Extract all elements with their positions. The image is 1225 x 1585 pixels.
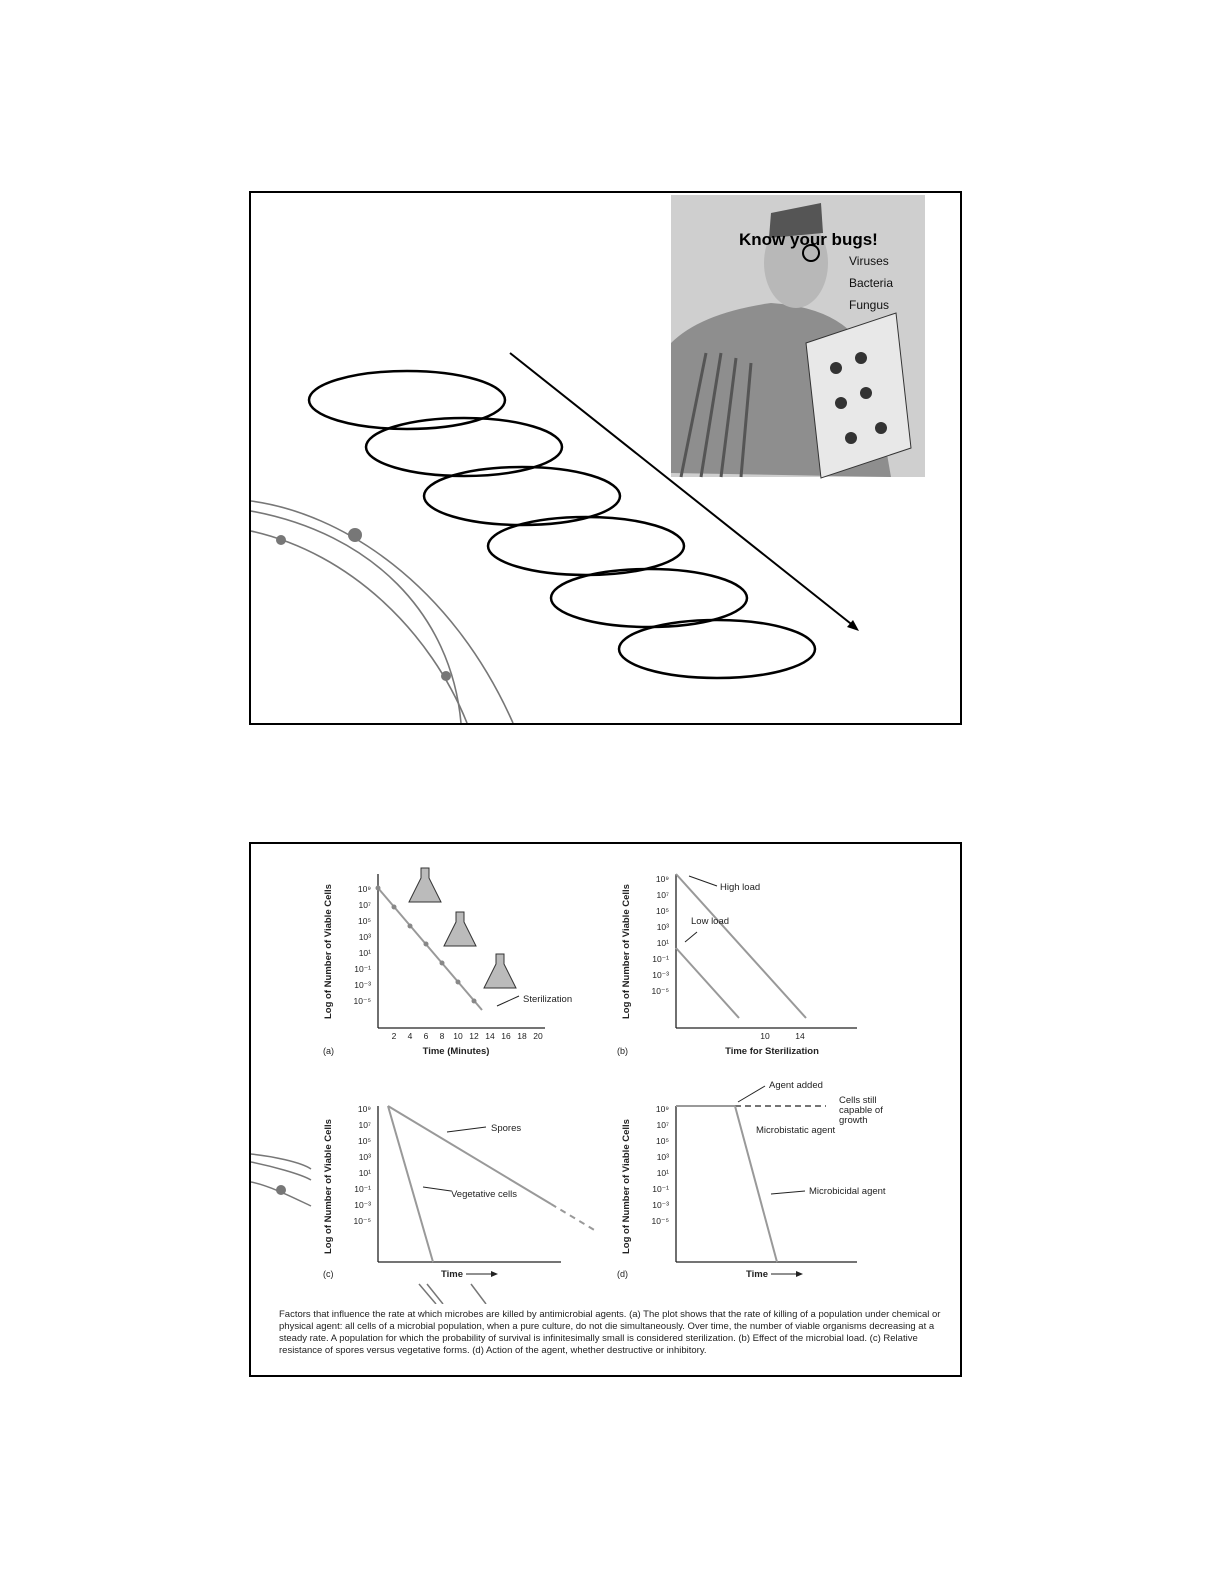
panel-c-ytick: 10⁻³ (354, 1200, 371, 1210)
slide-1 (249, 191, 962, 725)
panel-a-ytick: 10⁷ (358, 900, 371, 910)
panel-b-ylabel: Log of Number of Viable Cells (621, 884, 632, 1019)
panel-c-ytick: 10⁷ (358, 1120, 371, 1130)
panel-c-ytick: 10⁻⁵ (353, 1216, 371, 1226)
panel-d-ytick: 10⁷ (656, 1120, 669, 1130)
panel-a-yticks (354, 884, 372, 1006)
panel-a-xtick: 8 (439, 1031, 445, 1041)
oval-5 (551, 569, 747, 627)
panel-a-xtick: 18 (517, 1031, 527, 1041)
panel-c-ytick: 10⁻¹ (354, 1184, 371, 1194)
panel-a-annotation-sterilization: Sterilization (523, 994, 573, 1005)
figure-caption: Factors that influence the rate at which microbes are killed by antimicrobial agents. (a) The plot shows that the rate of killing of a population under chemical or physical agent: all cells of a microbial population, when a pure culture, do not die simultaneously. Over time, the number of viable organisms decreasing at a steady rate. A population for which the probability of survival is infinitesimally small is considered sterilization. (b) Effect of the microbial load. (c) Relative resistance of spores versus vegetative forms. (d) Action of the agent, whether destructive or inhibitory. (279, 1309, 941, 1356)
bullet-bacteria: Bacteria (849, 276, 894, 290)
slide-2-canvas (251, 844, 960, 1304)
panel-b-xtick: 10 (760, 1031, 770, 1041)
panel-c-ytick: 10³ (358, 1152, 371, 1162)
panel-a-ytick: 10⁵ (358, 916, 371, 926)
panel-c-annotation-spores: Spores (491, 1123, 522, 1134)
panel-d-ylabel: Log of Number of Viable Cells (621, 1119, 632, 1254)
panel-d-ytick: 10⁹ (655, 1104, 669, 1114)
panel-c-annotation-vegetative: Vegetative cells (451, 1189, 518, 1200)
panel-a-xtick: 10 (453, 1031, 463, 1041)
panel-c-ytick: 10⁵ (358, 1136, 371, 1146)
oval-4 (488, 517, 684, 575)
panel-b-ytick: 10⁵ (656, 906, 669, 916)
oval-6 (619, 620, 815, 678)
panel-a-xtick: 16 (501, 1031, 511, 1041)
panel-a-line (376, 886, 483, 1011)
panel-a-letter: (a) (323, 1046, 334, 1056)
panel-a-ytick: 10⁻³ (354, 980, 371, 990)
panel-a-ytick: 10³ (358, 932, 371, 942)
panel-a-ylabel: Log of Number of Viable Cells (323, 884, 334, 1019)
panel-a-xtick: 2 (391, 1031, 397, 1041)
panel-d-annotation-agent-added: Agent added (769, 1080, 823, 1091)
panel-b-ytick: 10³ (656, 922, 669, 932)
panel-c-ytick: 10¹ (358, 1168, 371, 1178)
panel-d-annotation-cells-still: Cells still capable of growth (839, 1096, 883, 1126)
panel-c (323, 1104, 596, 1280)
panel-b-xlabel: Time for Sterilization (725, 1046, 819, 1057)
panel-a-xtick: 20 (533, 1031, 543, 1041)
panel-c-ytick: 10⁹ (357, 1104, 371, 1114)
panel-b-ytick: 10⁻⁵ (651, 986, 669, 996)
panel-a-xtick: 4 (407, 1031, 413, 1041)
panel-b-ytick: 10⁻¹ (652, 954, 669, 964)
panel-b-annotation-low-load: Low load (691, 916, 730, 927)
panel-a-ytick: 10¹ (358, 948, 371, 958)
slide-1-canvas (251, 193, 960, 723)
panel-b-letter: (b) (617, 1046, 628, 1056)
panel-a-xtick: 14 (485, 1031, 495, 1041)
panel-d-ytick: 10⁻¹ (652, 1184, 669, 1194)
bullet-viruses: Viruses (849, 254, 889, 268)
panel-b-ytick: 10⁹ (655, 874, 669, 884)
oval-1 (309, 371, 505, 429)
flask-icons (409, 868, 516, 988)
panel-d-ytick: 10³ (656, 1152, 669, 1162)
panel-a-ytick: 10⁻⁵ (353, 996, 371, 1006)
panel-d-annotation-microbistatic: Microbistatic agent (756, 1125, 836, 1136)
panel-b-yticks (652, 874, 670, 996)
panel-c-xlabel: Time (441, 1269, 464, 1280)
panel-a-xlabel: Time (Minutes) (422, 1046, 490, 1057)
panel-a-ytick: 10⁻¹ (354, 964, 371, 974)
panel-d-yticks (652, 1104, 670, 1226)
panel-c-spores-dashed (551, 1204, 596, 1231)
panel-b-ytick: 10¹ (656, 938, 669, 948)
panel-c-letter: (c) (323, 1269, 334, 1279)
panel-b-xticks (760, 1031, 805, 1041)
panel-d (617, 1080, 909, 1280)
panel-b-ytick: 10⁻³ (652, 970, 669, 980)
panel-d-ytick: 10¹ (656, 1168, 669, 1178)
panel-d-ytick: 10⁻³ (652, 1200, 669, 1210)
panel-b-high-load-line (676, 874, 806, 1018)
panel-a-xtick: 6 (423, 1031, 429, 1041)
panel-a-xticks (392, 1031, 543, 1041)
decorative-arcs (251, 501, 513, 723)
panel-b-annotation-high-load: High load (720, 882, 761, 893)
panel-b (617, 874, 857, 1057)
panel-d-xlabel: Time (746, 1269, 769, 1280)
panel-c-ylabel: Log of Number of Viable Cells (323, 1119, 334, 1254)
illustration-title: Know your bugs! (739, 230, 878, 249)
slide-2 (249, 842, 962, 1377)
bullet-fungus: Fungus (849, 298, 890, 312)
panel-d-letter: (d) (617, 1269, 628, 1279)
panel-a-xtick: 12 (469, 1031, 479, 1041)
panel-b-ytick: 10⁷ (656, 890, 669, 900)
know-your-bugs-illustration (671, 195, 925, 478)
panel-a-ytick: 10⁹ (357, 884, 371, 894)
panel-d-annotation-microbicidal: Microbicidal agent (809, 1186, 886, 1197)
panel-c-yticks (354, 1104, 372, 1226)
panel-b-xtick: 14 (795, 1031, 805, 1041)
panel-d-ytick: 10⁻⁵ (651, 1216, 669, 1226)
panel-d-ytick: 10⁵ (656, 1136, 669, 1146)
panel-b-low-load-line (676, 948, 739, 1018)
panel-a (323, 868, 572, 1057)
